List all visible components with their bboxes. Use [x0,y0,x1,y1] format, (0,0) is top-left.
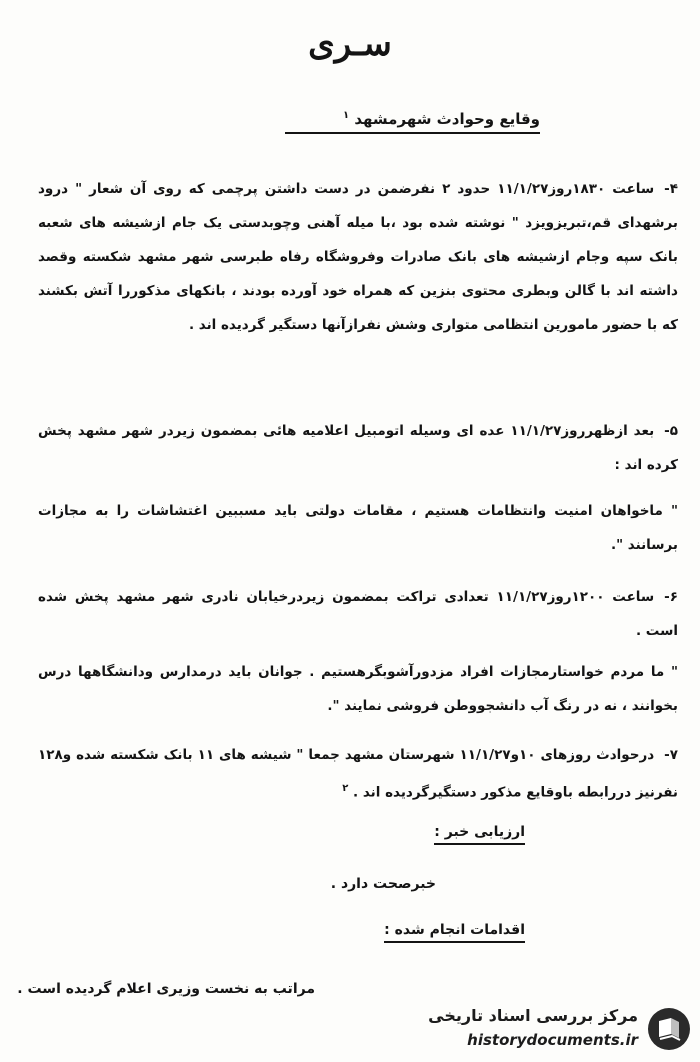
page-title: سـری [308,24,392,64]
document-heading [285,110,540,134]
watermark-english: historydocuments.ir [467,1031,638,1049]
paragraph-text: بعد ازظهرروز۱۱/۱/۲۷ عده ای وسیله اتومبیل اعلامیه هائی بمضمون زیردر شهر مشهد پخش کرده اند : [38,423,678,473]
paragraph-number: ۵- [664,423,679,439]
quote-text: " ما مردم خواستارمجازات افراد مزدورآشوبگرهستیم . جوانان باید درمدارس ودانشگاهها درس بخوانند ، نه در رنگ آب دانشجووطن فروشی نمایند ". [38,664,678,714]
paragraph-text: ساعت ۱۲۰۰روز۱۱/۱/۲۷ تعدادی تراکت بمضمون زیردرخیابان نادری شهر مشهد پخش شده است . [38,589,678,639]
paragraph-text: درحوادث روزهای ۱۰و۱۱/۱/۲۷ شهرستان مشهد جمعا " شیشه های ۱۱ بانک شکسته شده و۱۲۸ نفرنیز دررابطه باوقایع مذکور دستگیرگردیده اند . [38,747,678,801]
heading-footnote: ۱ [343,110,350,121]
paragraph-number: ۷- [664,747,679,763]
paragraph-footnote: ۲ [342,783,349,794]
paragraph-6 [38,580,678,648]
paragraph-4 [38,172,678,342]
heading-text: وقایع وحوادث شهرمشهد [354,110,540,128]
quoted-leaflet-1 [38,494,678,562]
actions-text: مراتب به نخست وزیری اعلام گردیده است . [17,981,315,997]
paragraph-text: ساعت ۱۸۳۰روز۱۱/۱/۲۷ حدود ۲ نفرضمن در دست داشتن پرچمی که روی آن شعار " درود برشهدای قم،تبریزویزد " نوشته شده بود ،با میله آهنی وچوبدستی یک جام ازشیشه های شعبه بانک سپه وجام ازشیشه های بانک صادرات وفروشگاه رفاه طبرسی شهر مشهد شکسته وقصد داشته اند با گالن وبطری محتوی بنزین که همراه خود آورده بودند ، بانکهای مذکوررا آتش بکشند که با حضور مامورین انتظامی متواری وشش نفرازآنها دستگیر گردیده اند . [38,181,678,333]
paragraph-number: ۶- [664,589,678,605]
watermark [400,1002,692,1058]
paragraph-5 [38,414,678,482]
quoted-leaflet-2 [38,655,678,723]
evaluation-text: خبرصحت دارد . [330,876,436,892]
paragraph-number: ۴- [664,181,678,197]
evaluation-label: ارزیابی خبر : [434,824,525,845]
archive-logo-icon [646,1006,692,1052]
quote-text: " ماخواهان امنیت وانتظامات هستیم ، مقامات دولتی باید مسببین اغتشاشات را به مجازات برسانند ". [38,503,678,553]
paragraph-7 [38,738,678,810]
watermark-persian: مرکز بررسی اسناد تاریخی [428,1006,638,1025]
actions-label: اقدامات انجام شده : [384,922,525,943]
